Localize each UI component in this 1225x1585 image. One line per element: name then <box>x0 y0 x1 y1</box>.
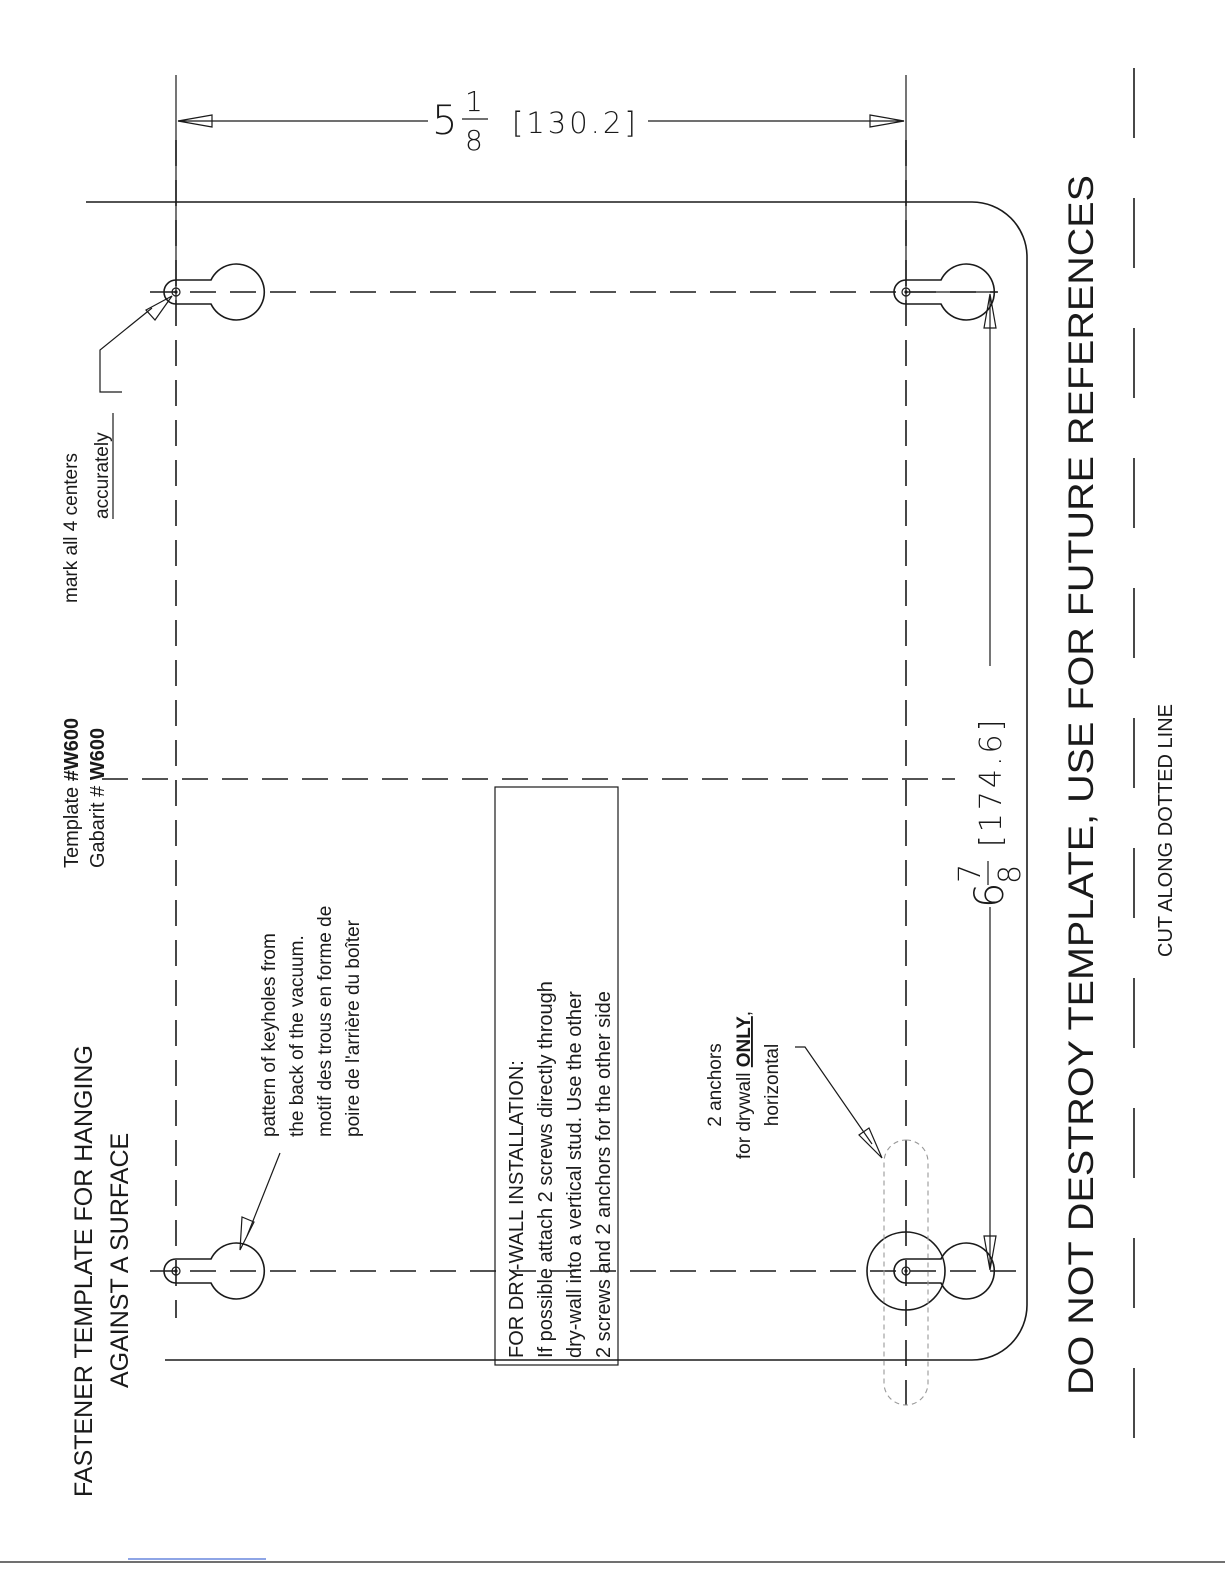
keyhole-note-line-3: motif des trous en forme de <box>315 905 336 1137</box>
drywall-box-line-2: If possible attach 2 screws directly through <box>535 981 557 1358</box>
mark-note-arrow <box>146 296 172 320</box>
cut-note: CUT ALONG DOTTED LINE <box>1155 703 1177 957</box>
mark-note-line-2: accurately <box>92 432 113 519</box>
drywall-box-line-1: FOR DRY-WALL INSTALLATION: <box>506 1060 528 1358</box>
keyhole-bottom-right <box>894 1243 994 1299</box>
mark-note-leader <box>100 308 152 392</box>
gabarit-code: W600 <box>87 727 109 781</box>
anchors-note-leader <box>795 1047 872 1144</box>
anchors-note-line-2 <box>734 1011 755 1159</box>
width-dim-denominator: 8 <box>465 124 483 157</box>
anchors-note-only: ONLY <box>734 1016 755 1068</box>
width-dim-numerator: 1 <box>465 85 483 118</box>
keyhole-note-line-4: poire de l'arrière du boîter <box>343 920 364 1137</box>
drywall-box-line-3: dry-wall into a vertical stud. Use the other <box>564 991 586 1358</box>
gabarit-prefix: Gabarit # <box>87 780 109 868</box>
width-dim-metric: [130.2] <box>512 106 639 140</box>
anchors-note-arrow <box>859 1128 882 1158</box>
template-id-code: #W600 <box>61 717 83 782</box>
title-line-2: AGAINST A SURFACE <box>106 1132 134 1388</box>
anchors-note-prefix: for drywall <box>734 1067 755 1160</box>
title-line-1: FASTENER TEMPLATE FOR HANGING <box>70 1045 98 1497</box>
template-id-line-1 <box>61 718 83 868</box>
template-id-line-2 <box>87 728 109 868</box>
drywall-box-line-4: 2 screws and 2 anchors for the other side <box>593 991 615 1358</box>
height-dim-whole: 6 <box>967 882 1013 908</box>
mark-note-line-1: mark all 4 centers <box>61 453 82 603</box>
height-dim-denominator: 8 <box>993 864 1028 884</box>
width-dim-whole: 5 <box>432 98 458 144</box>
keyhole-note-leader <box>247 1153 280 1236</box>
keyhole-note-line-2: the back of the vacuum. <box>287 935 308 1137</box>
anchors-note-line-3: horizontal <box>762 1043 783 1127</box>
keyhole-note-line-1: pattern of keyholes from <box>259 933 280 1137</box>
template-id-prefix: Template <box>61 781 83 868</box>
height-dim-metric: [174.6] <box>974 716 1009 847</box>
anchors-note-line-1: 2 anchors <box>705 1043 726 1127</box>
anchors-note-suffix: , <box>734 1010 755 1017</box>
warning-text: DO NOT DESTROY TEMPLATE, USE FOR FUTURE REFERENCES <box>1062 314 1101 1395</box>
height-dim-numerator: 7 <box>953 863 988 883</box>
